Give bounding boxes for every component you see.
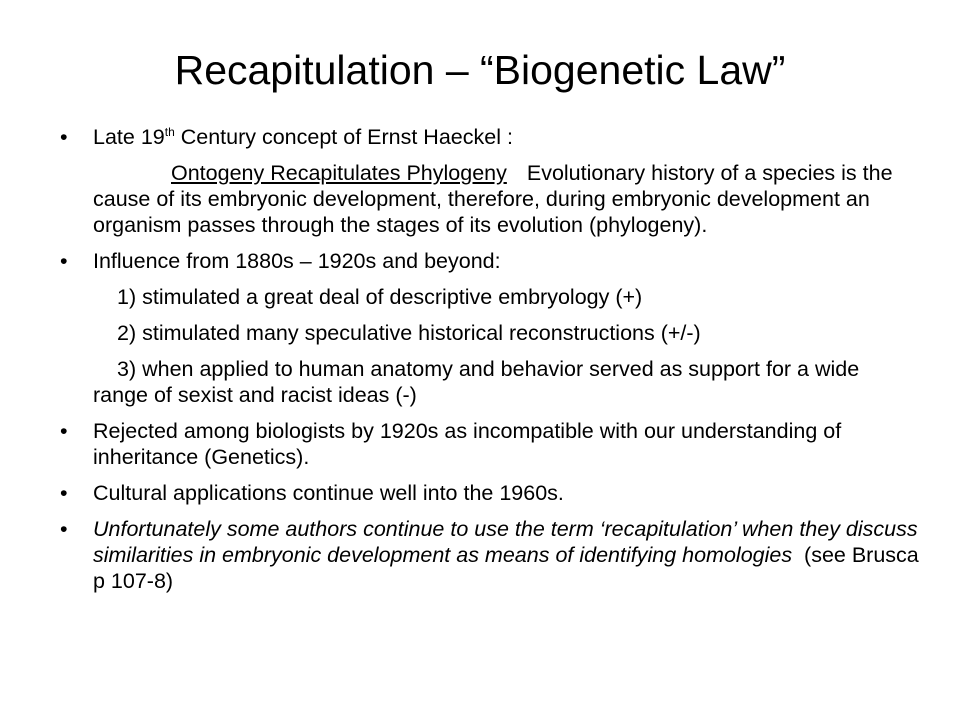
bullet-cultural-text: Cultural applications continue well into the 1960s.: [93, 481, 564, 505]
bullet-dot: •: [60, 249, 68, 273]
influence-item-1-text: 1) stimulated a great deal of descriptive embryology (+): [117, 285, 643, 309]
influence-item-1: [60, 284, 920, 310]
bullet-haeckel-text-post: Century concept of Ernst Haeckel :: [174, 125, 513, 149]
influence-item-2: [60, 320, 920, 346]
bullet-list: [60, 124, 925, 604]
bullet-dot: •: [60, 481, 68, 505]
bullet-dot: •: [60, 517, 68, 541]
bullet-haeckel: [60, 124, 920, 150]
bullet-rejected-text: Rejected among biologists by 1920s as incompatible with our understanding of inheritance (Genetics).: [93, 419, 842, 469]
bullet-unfortunately: [60, 516, 925, 594]
ontogeny-recapitulates-phylogeny: Ontogeny Recapitulates Phylogeny: [171, 161, 507, 185]
bullet-dot: •: [60, 125, 68, 149]
influence-item-3-text: 3) when applied to human anatomy and behavior served as support for a wide range of sexist and racist ideas (-): [93, 357, 860, 407]
bullet-dot: •: [60, 419, 68, 443]
bullet-unfortunately-italic: Unfortunately some authors continue to use the term ‘recapitulation’ when they discuss similarities in embryonic development as means of identifying homologies: [93, 517, 918, 567]
bullet-rejected: [60, 418, 920, 470]
haeckel-definition: [60, 160, 920, 238]
haeckel-definition-text: Evolutionary history of a species is the cause of its embryonic development, therefore, during embryonic development an organism passes through the stages of its evolution (phylogeny).: [93, 161, 893, 237]
bullet-haeckel-text-pre: Late 19: [93, 125, 165, 149]
bullet-influence: [60, 248, 920, 274]
influence-item-3: [60, 356, 920, 408]
influence-item-2-text: 2) stimulated many speculative historical reconstructions (+/-): [117, 321, 701, 345]
slide-title: Recapitulation – “Biogenetic Law”: [174, 47, 786, 93]
bullet-influence-text: Influence from 1880s – 1920s and beyond:: [93, 249, 501, 273]
bullet-cultural: [60, 480, 920, 506]
bullet-haeckel-superscript: th: [164, 125, 175, 139]
bullet-unfortunately-reference: (see Brusca p 107-8): [93, 543, 925, 593]
